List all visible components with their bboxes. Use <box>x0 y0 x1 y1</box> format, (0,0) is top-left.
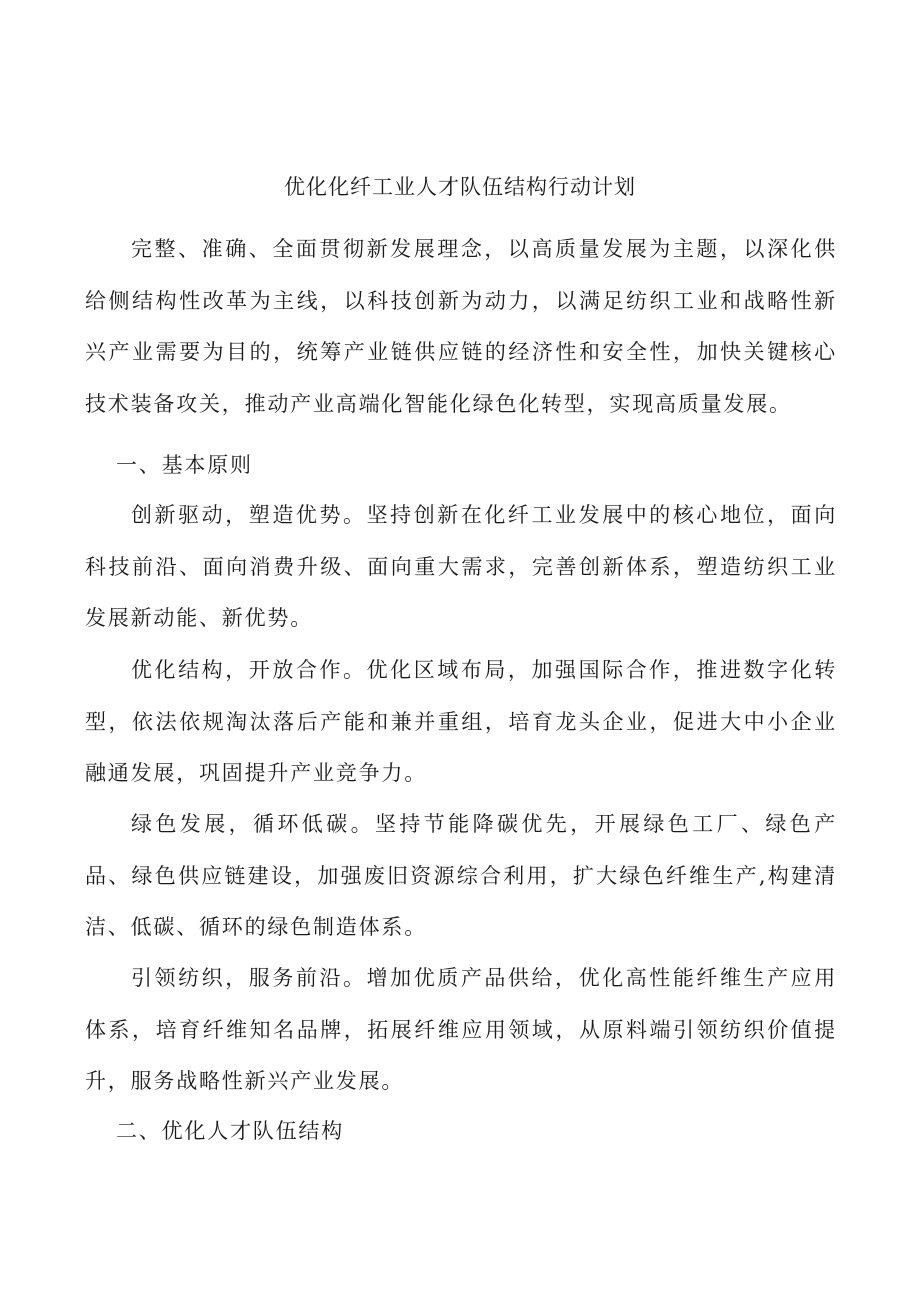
intro-paragraph: 完整、准确、全面贯彻新发展理念，以高质量发展为主题，以深化供给侧结构性改革为主线，以科技创新为动力，以满足纺织工业和战略性新兴产业需要为目的，统筹产业链供应链的经济性和安全性，加快关键核心技术装备攻关，推动产业高端化智能化绿色化转型，实现高质量发展。 <box>85 237 837 416</box>
document-title: 优化化纤工业人才队伍结构行动计划 <box>284 175 636 199</box>
principle-paragraph-lead: 引领纺织，服务前沿。增加优质产品供给，优化高性能纤维生产应用体系，培育纤维知名品牌，拓展纤维应用领域，从原料端引领纺织价值提升，服务战略性新兴产业发展。 <box>85 966 837 1093</box>
section-heading-talent-structure: 二、优化人才队伍结构 <box>116 1119 344 1143</box>
principle-paragraph-innovation: 创新驱动，塑造优势。坚持创新在化纤工业发展中的核心地位，面向科技前沿、面向消费升级、面向重大需求，完善创新体系，塑造纺织工业发展新动能、新优势。 <box>85 503 837 630</box>
principle-paragraph-green: 绿色发展，循环低碳。坚持节能降碳优先，开展绿色工厂、绿色产品、绿色供应链建设，加强废旧资源综合利用，扩大绿色纤维生产,构建清洁、低碳、循环的绿色制造体系。 <box>85 812 837 939</box>
section-heading-basic-principles: 一、基本原则 <box>116 453 253 477</box>
principle-paragraph-structure: 优化结构，开放合作。优化区域布局，加强国际合作，推进数字化转型，依法依规淘汰落后产能和兼并重组，培育龙头企业，促进大中小企业融通发展，巩固提升产业竞争力。 <box>85 658 837 785</box>
